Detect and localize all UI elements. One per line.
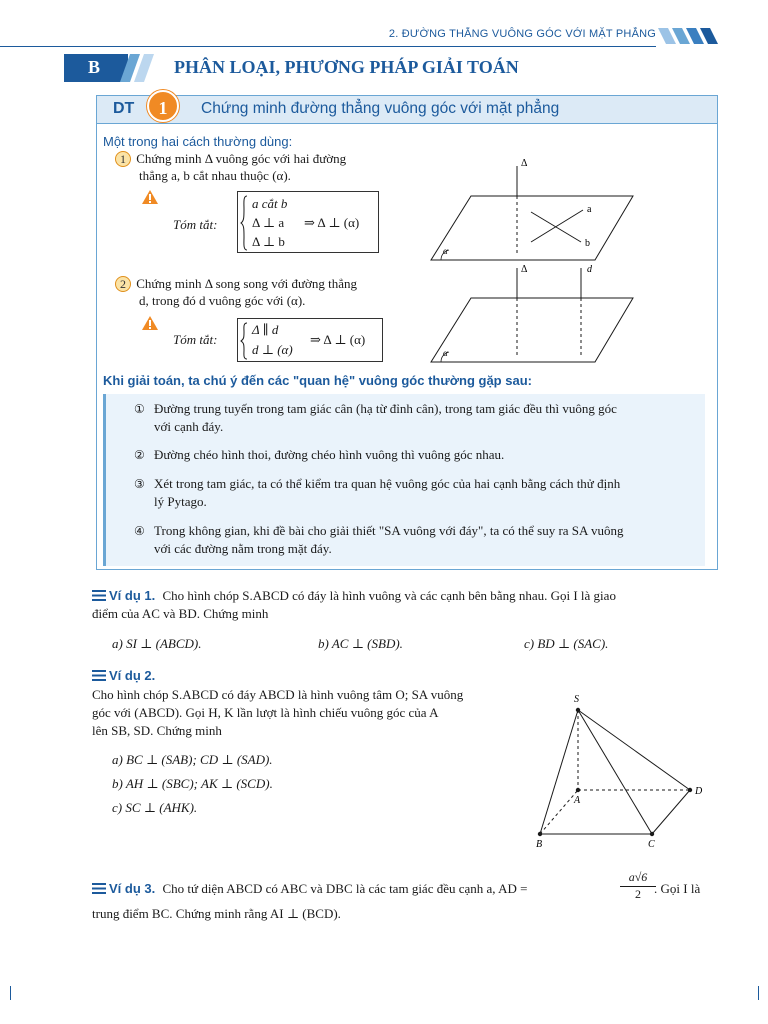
example3-label: Ví dụ 3.	[109, 881, 156, 896]
example1-part-c: c) BD ⊥ (SAC).	[524, 636, 609, 651]
example1-label: Ví dụ 1.	[109, 588, 156, 603]
relation-item	[134, 446, 704, 464]
banner-stripes-decoration	[110, 54, 162, 82]
relation-number: ②	[134, 448, 145, 462]
method2-number: 2	[115, 276, 131, 292]
relation-item	[134, 522, 704, 558]
dt-tag: DT	[113, 100, 135, 117]
method2	[115, 275, 357, 292]
example2-part-a: a) BC ⊥ (SAB); CD ⊥ (SAD).	[112, 752, 273, 767]
page-corner-mark-right	[758, 986, 759, 1000]
example2-text3: lên SB, SD. Chứng minh	[92, 723, 222, 738]
left-brace	[240, 195, 248, 251]
method2-cond2: d ⊥ (α)	[252, 342, 293, 357]
fig1-a-label: a	[587, 204, 592, 215]
example2-label: Ví dụ 2.	[109, 668, 156, 683]
pyramid-label-a: A	[574, 795, 581, 806]
fig2-delta-label: Δ	[521, 264, 528, 275]
pyramid-label-b: B	[536, 839, 543, 850]
relation-text: Trong không gian, khi đề bài cho giải thiết "SA vuông với đáy", ta có thể suy ra SA vuông	[154, 523, 624, 538]
method1-cond2: Δ ⊥ a	[252, 215, 285, 230]
pyramid-label-d: D	[695, 786, 703, 797]
method2-line2: d, trong đó d vuông góc với (α).	[139, 293, 306, 308]
method2-summary-box	[237, 318, 383, 362]
example3-text1a: Cho tứ diện ABCD có ABC và DBC là các tam giác đều cạnh a, AD =	[162, 881, 528, 896]
example1-text1: Cho hình chóp S.ABCD có đáy là hình vuông và các cạnh bên bằng nhau. Gọi I là giao	[162, 588, 616, 603]
list-icon	[92, 590, 106, 601]
example2-heading	[92, 667, 155, 684]
fraction	[620, 870, 656, 902]
relation-number: ①	[134, 402, 145, 416]
relations-panel	[103, 394, 705, 566]
method2-line1: Chứng minh Δ song song với đường thẳng	[136, 276, 357, 291]
fig2-alpha-label: α	[443, 348, 448, 358]
method1-summary-box	[237, 191, 379, 253]
relation-number: ③	[134, 477, 145, 491]
relation-number: ④	[134, 524, 145, 538]
section-letter: B	[88, 57, 101, 77]
fig2-d-label: d	[587, 264, 592, 275]
example3-text2: trung điểm BC. Chứng minh rằng AI ⊥ (BCD).	[92, 906, 341, 921]
example2-text2: góc với (ABCD). Gọi H, K lần lượt là hình chiếu vuông góc của A	[92, 705, 439, 720]
running-header-text: 2. ĐƯỜNG THẲNG VUÔNG GÓC VỚI MẶT PHẲNG	[388, 28, 656, 40]
example2-text1: Cho hình chóp S.ABCD có đáy ABCD là hình vuông tâm O; SA vuông	[92, 687, 464, 702]
example1-line1	[92, 587, 616, 604]
fig1-delta-label: Δ	[521, 158, 528, 169]
method1-cond1: a cắt b	[252, 196, 288, 211]
running-header-rule	[0, 46, 656, 47]
running-header	[0, 26, 768, 48]
method2-cond1: Δ ∥ d	[252, 322, 279, 337]
relation-text-cont: với cạnh đáy.	[154, 419, 224, 434]
dt-header	[97, 96, 717, 124]
left-brace	[240, 322, 248, 360]
method2-result: ⇒ Δ ⊥ (α)	[310, 332, 366, 347]
example3-text1b: . Gọi I là	[654, 881, 701, 896]
example1-part-b: b) AC ⊥ (SBD).	[318, 636, 403, 651]
list-icon	[92, 883, 106, 894]
page-corner-mark-left	[10, 986, 11, 1000]
warning-icon	[141, 315, 159, 331]
dt-box	[96, 95, 718, 570]
relation-text-cont: với các đường nằm trong mặt đáy.	[154, 541, 332, 556]
example2-part-b: b) AH ⊥ (SBC); AK ⊥ (SCD).	[112, 776, 273, 791]
relation-text: Đường trung tuyến trong tam giác cân (hạ từ đỉnh cân), trong tam giác đều thì vuông góc	[154, 401, 617, 416]
method1-summary-label: Tóm tắt:	[173, 217, 218, 232]
example2-part-c: c) SC ⊥ (AHK).	[112, 800, 198, 815]
intro-heading: Một trong hai cách thường dùng:	[103, 134, 293, 149]
header-stripes-decoration	[656, 26, 728, 46]
relations-heading: Khi giải toán, ta chú ý đến các "quan hệ" vuông góc thường gặp sau:	[103, 373, 532, 388]
relation-text-cont: lý Pytago.	[154, 494, 207, 509]
fig1-alpha-label: α	[443, 246, 448, 256]
relation-text: Đường chéo hình thoi, đường chéo hình vuông thì vuông góc nhau.	[154, 447, 505, 462]
pyramid-label-s: S	[574, 694, 579, 705]
method1-line1: Chứng minh Δ vuông góc với hai đường	[136, 151, 347, 166]
section-title: PHÂN LOẠI, PHƯƠNG PHÁP GIẢI TOÁN	[174, 57, 519, 77]
relation-item	[134, 475, 704, 511]
dt-title: Chứng minh đường thẳng vuông góc với mặt phẳng	[201, 100, 560, 117]
fraction-denominator: 2	[635, 887, 641, 901]
method1-cond3: Δ ⊥ b	[252, 234, 285, 249]
pyramid-figure	[528, 690, 712, 852]
dt-number-badge: 1	[147, 90, 179, 122]
example1-text2: điểm của AC và BD. Chứng minh	[92, 606, 269, 621]
method2-summary-label: Tóm tắt:	[173, 332, 218, 347]
method1-number: 1	[115, 151, 131, 167]
method1	[115, 150, 346, 167]
fraction-numerator: a√6	[620, 870, 656, 887]
figure-parallel-lines	[425, 262, 635, 366]
relation-text: Xét trong tam giác, ta có thể kiểm tra quan hệ vuông góc của hai cạnh bằng cách thử định	[154, 476, 621, 491]
warning-icon	[141, 189, 159, 205]
method1-result: ⇒ Δ ⊥ (α)	[304, 215, 360, 230]
fig1-b-label: b	[585, 238, 590, 249]
example1-part-a: a) SI ⊥ (ABCD).	[112, 636, 202, 651]
figure-plane-two-lines	[425, 156, 635, 266]
pyramid-label-c: C	[648, 839, 655, 850]
method1-line2: thẳng a, b cắt nhau thuộc (α).	[139, 168, 291, 183]
section-banner	[0, 54, 768, 82]
relation-item	[134, 400, 704, 436]
example3-line1	[92, 880, 527, 897]
list-icon	[92, 670, 106, 681]
